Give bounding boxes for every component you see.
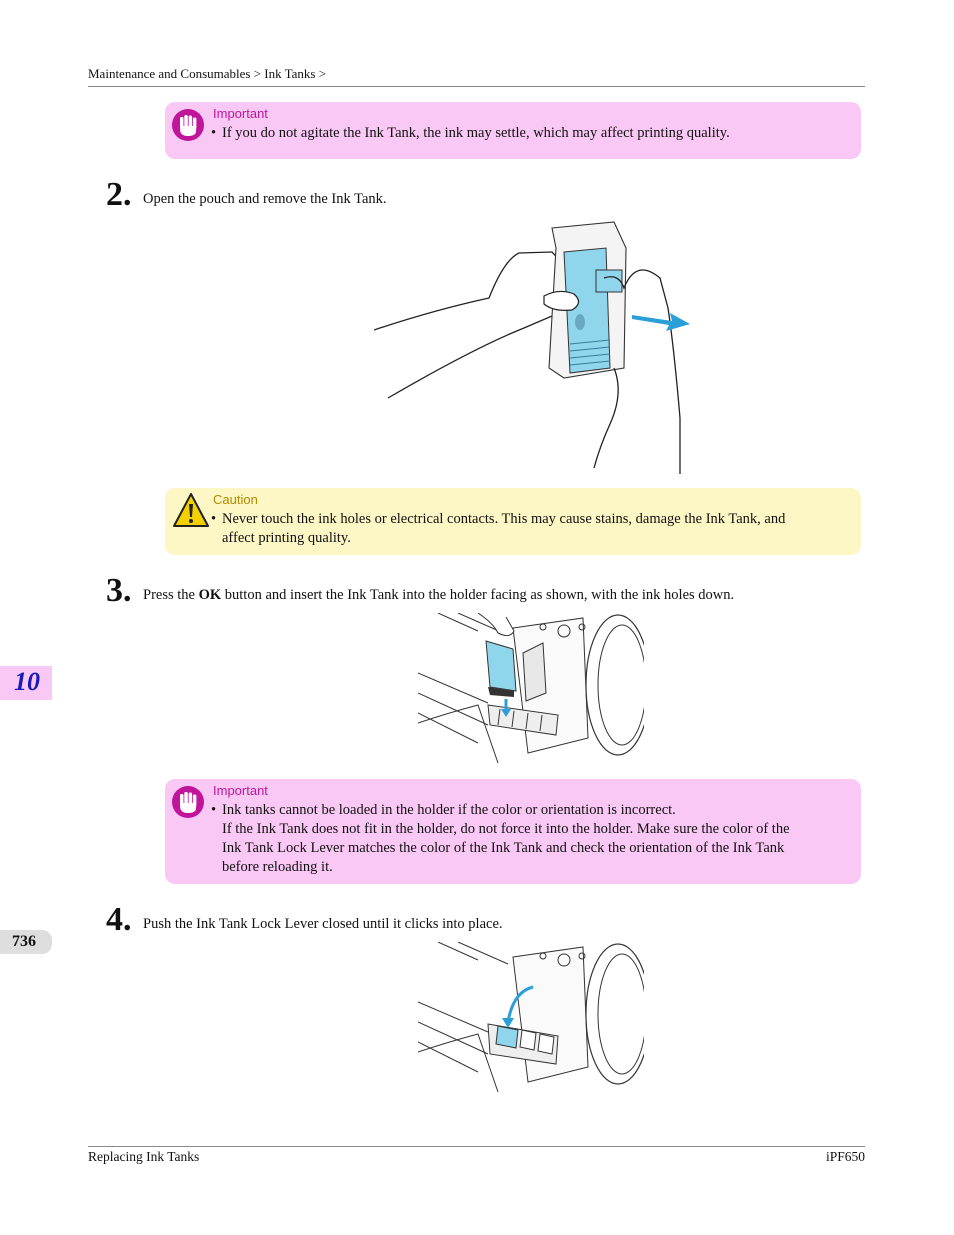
lock-lever-illustration (418, 942, 644, 1094)
direction-arrow-icon (632, 309, 692, 338)
step-text-part: Press the (143, 587, 199, 603)
important-hand-icon (171, 785, 205, 824)
page-tab (0, 930, 52, 954)
important-hand-icon (171, 108, 205, 147)
step-text: Open the pouch and remove the Ink Tank. (143, 191, 387, 207)
note-body: • Ink tanks cannot be loaded in the holder if the color or orientation is incorrect. If the Ink Tank does not fit in the holder, do not force it into the holder. Make sure the color of the Ink Tank Lock Lever matches the color of the Ink Tank and check the orientation of the Ink Tank before reloading it. (211, 801, 841, 877)
note-title: Important (213, 106, 268, 121)
step-number: 2. (106, 176, 132, 213)
page-number: 736 (12, 933, 36, 950)
caution-triangle-icon (173, 492, 209, 533)
insert-tank-illustration (418, 613, 644, 765)
ok-button-label: OK (198, 587, 222, 603)
pouch-illustration (374, 218, 690, 474)
footer-model-name: iPF650 (825, 1149, 865, 1164)
chapter-tab[interactable] (0, 666, 52, 700)
step-text (143, 587, 734, 604)
breadcrumb: Maintenance and Consumables > Ink Tanks > (88, 66, 327, 81)
footer-rule (88, 1146, 865, 1147)
step-text: Push the Ink Tank Lock Lever closed until it clicks into place. (143, 916, 503, 932)
note-line: Never touch the ink holes or electrical contacts. This may cause stains, damage the Ink Tank, and (222, 511, 786, 527)
note-title: Caution (213, 492, 258, 507)
important-note-1 (165, 102, 861, 159)
header-rule (88, 86, 865, 87)
note-line: If the Ink Tank does not fit in the holder, do not force it into the holder. Make sure the color of the (222, 821, 790, 837)
note-title: Important (213, 783, 268, 798)
caution-note (165, 488, 861, 555)
note-line: affect printing quality. (222, 530, 351, 546)
note-body: • If you do not agitate the Ink Tank, the ink may settle, which may affect printing quality. (211, 124, 841, 143)
note-line: Ink Tank Lock Lever matches the color of the Ink Tank and check the orientation of the Ink Tank (222, 840, 785, 856)
important-note-2 (165, 779, 861, 884)
note-line: Ink tanks cannot be loaded in the holder if the color or orientation is incorrect. (222, 802, 676, 818)
footer-section-title: Replacing Ink Tanks (88, 1149, 200, 1164)
step-text-part: button and insert the Ink Tank into the holder facing as shown, with the ink holes down. (221, 587, 735, 603)
chapter-number: 10 (14, 667, 40, 696)
note-line: If you do not agitate the Ink Tank, the ink may settle, which may affect printing quality. (222, 125, 730, 141)
note-body: • Never touch the ink holes or electrical contacts. This may cause stains, damage the Ink Tank, and affect printing quality. (211, 510, 841, 548)
note-line: before reloading it. (222, 859, 333, 875)
step-number: 4. (106, 901, 132, 938)
step-number: 3. (106, 572, 132, 609)
